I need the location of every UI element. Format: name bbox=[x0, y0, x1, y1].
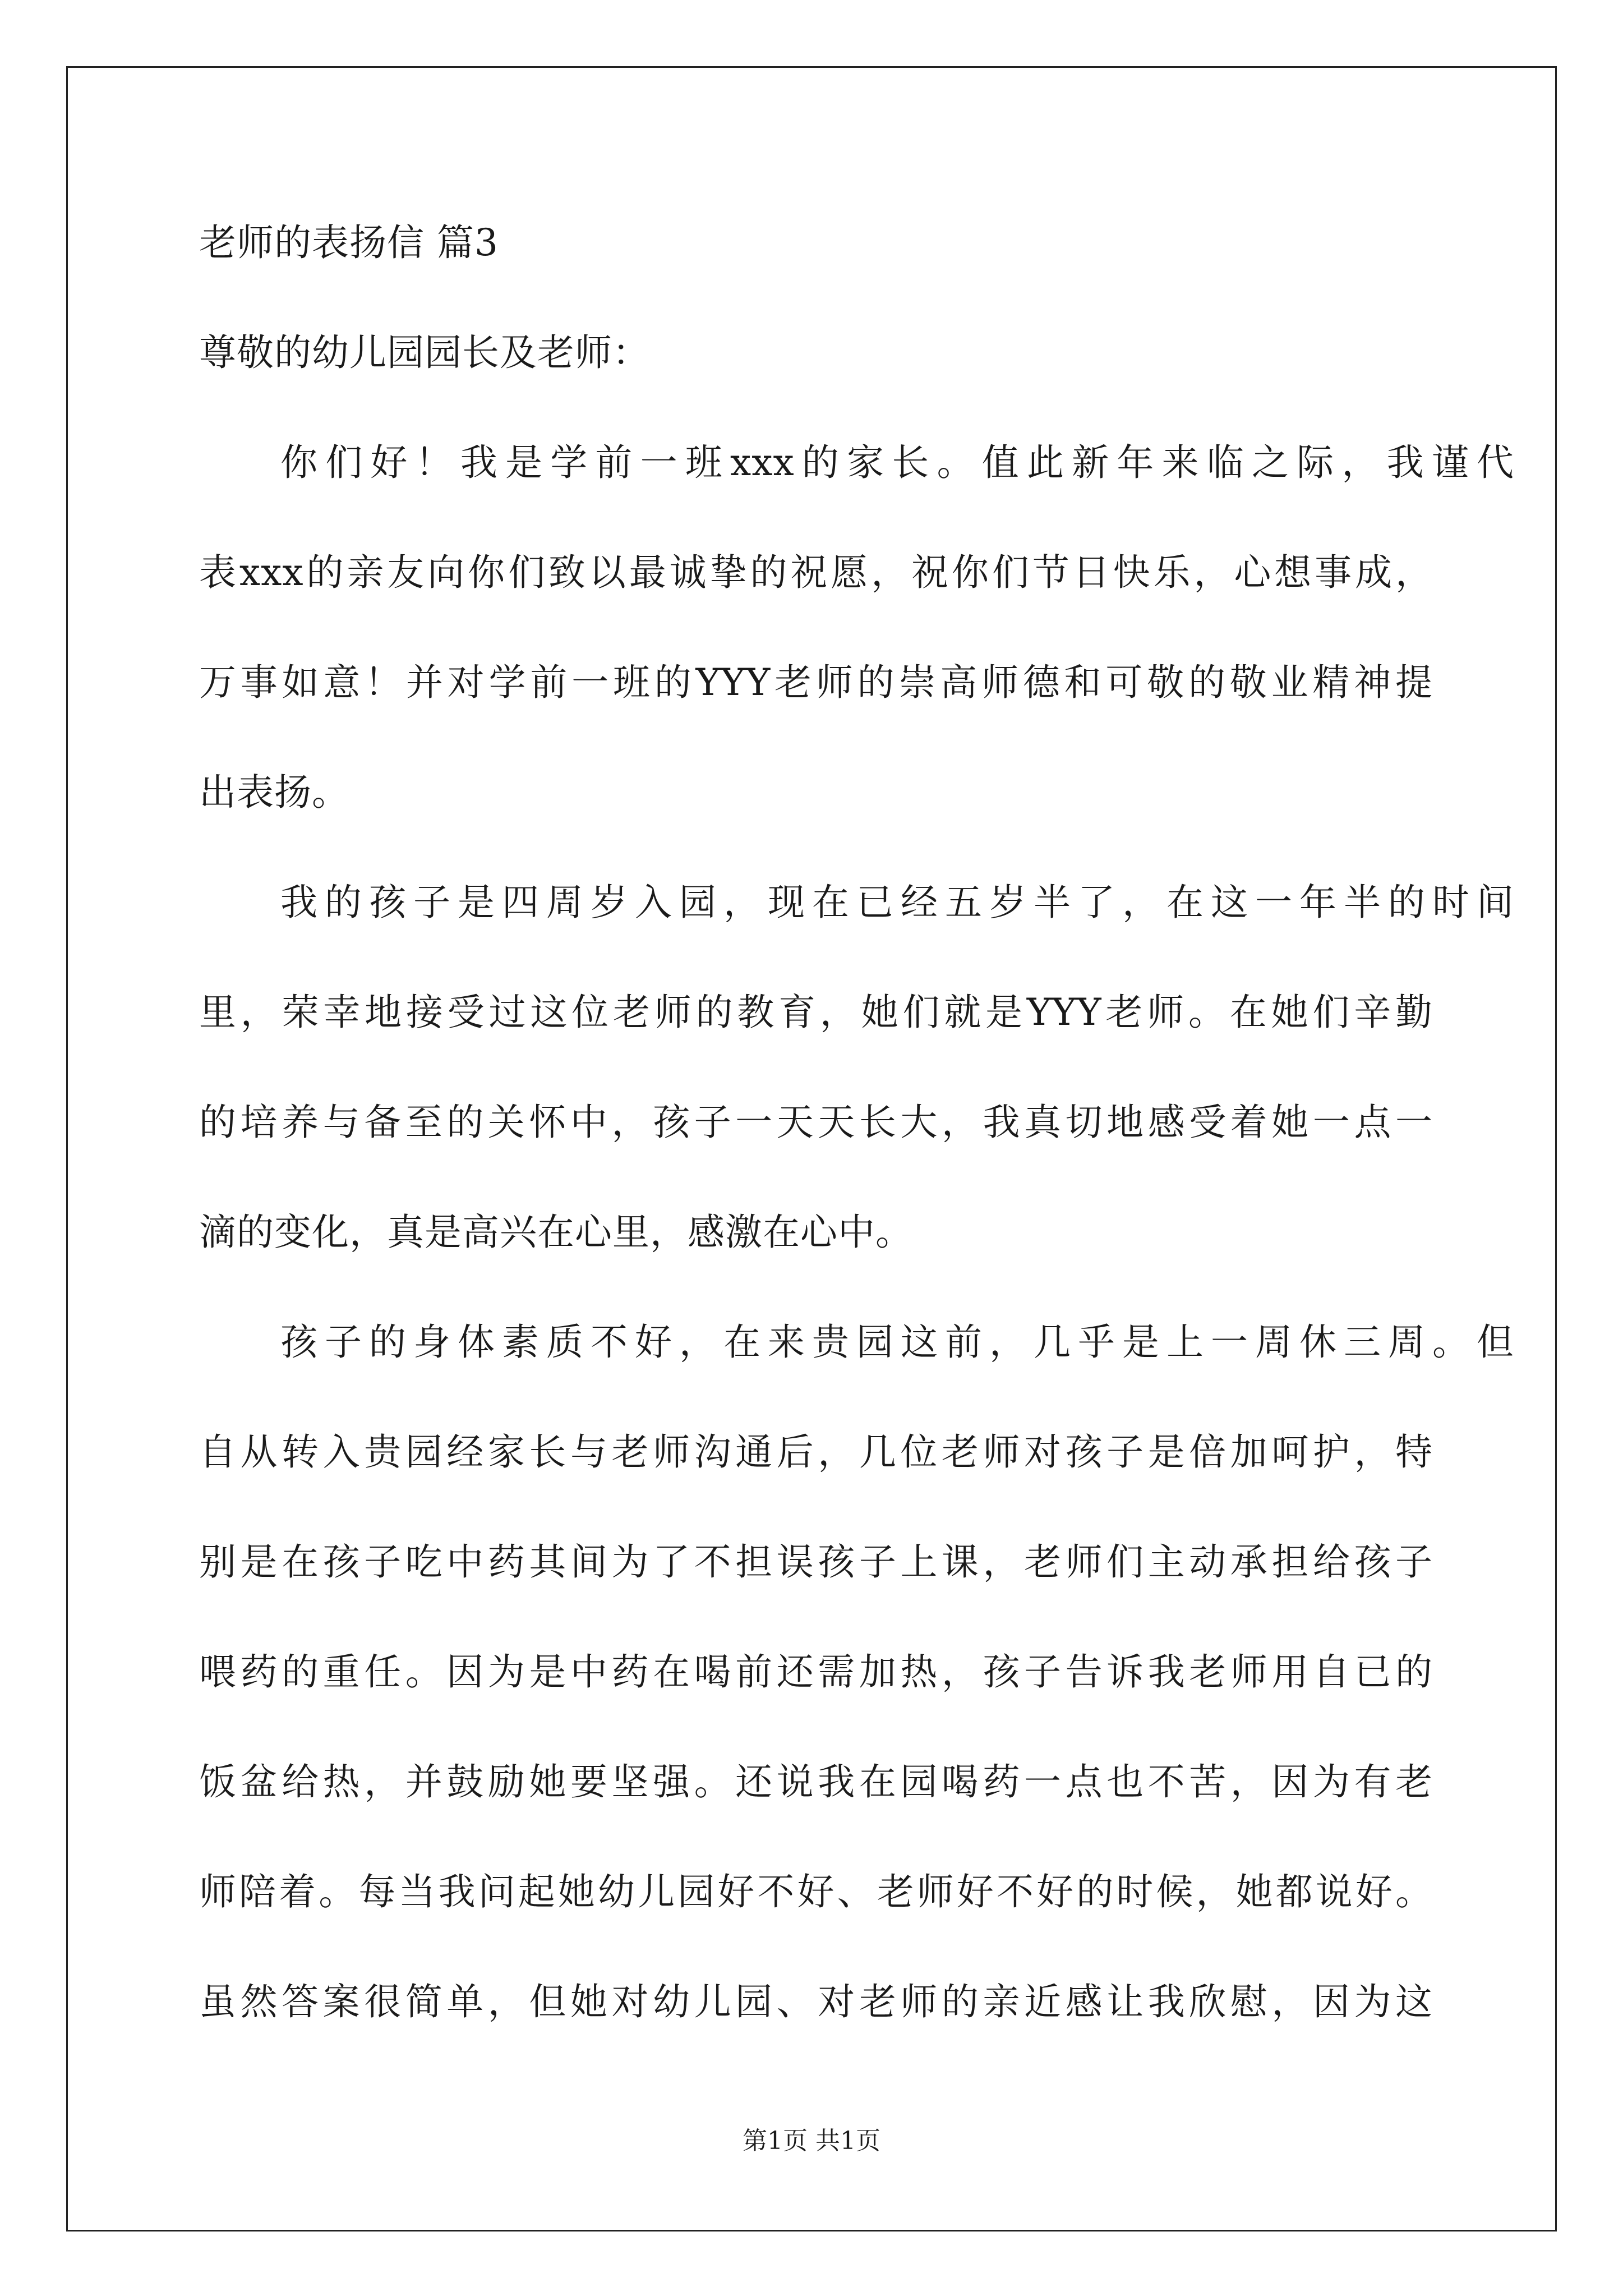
document-heading: 老师的表扬信 篇3 bbox=[199, 221, 499, 264]
document-body bbox=[199, 221, 1514, 2093]
paragraph-line: 滴的变化，真是高兴在心里，感激在心中。 bbox=[199, 1211, 913, 1254]
paragraph-line: 你们好！我是学前一班xxx的家长。值此新年来临之际，我谨代 bbox=[280, 441, 1514, 484]
paragraph-line: 出表扬。 bbox=[199, 771, 349, 814]
paragraph-3 bbox=[199, 1320, 1514, 2023]
paragraph-2 bbox=[199, 881, 1514, 1254]
paragraph-line: 万事如意！并对学前一班的YYY老师的崇高师德和可敬的敬业精神提 bbox=[199, 661, 1433, 704]
page-number-footer: 第1页 共1页 bbox=[743, 2127, 880, 2155]
paragraph-line: 表xxx的亲友向你们致以最诚挚的祝愿，祝你们节日快乐，心想事成， bbox=[199, 551, 1433, 594]
paragraph-line: 孩子的身体素质不好，在来贵园这前，几乎是上一周休三周。但 bbox=[280, 1320, 1514, 1364]
paragraph-1 bbox=[199, 441, 1514, 814]
paragraph-line: 里，荣幸地接受过这位老师的教育，她们就是YYY老师。在她们辛勤 bbox=[199, 991, 1433, 1034]
paragraph-line: 自从转入贵园经家长与老师沟通后，几位老师对孩子是倍加呵护，特 bbox=[199, 1430, 1433, 1474]
paragraph-line: 师陪着。每当我问起她幼儿园好不好、老师好不好的时候，她都说好。 bbox=[199, 1870, 1433, 1913]
paragraph-line: 喂药的重任。因为是中药在喝前还需加热，孩子告诉我老师用自已的 bbox=[199, 1650, 1433, 1694]
paragraph-line: 虽然答案很简单，但她对幼儿园、对老师的亲近感让我欣慰，因为这 bbox=[199, 1980, 1433, 2023]
paragraph-line: 别是在孩子吃中药其间为了不担误孩子上课，老师们主动承担给孩子 bbox=[199, 1540, 1433, 1584]
paragraph-line: 饭盆给热，并鼓励她要坚强。还说我在园喝药一点也不苦，因为有老 bbox=[199, 1760, 1433, 1803]
paragraph-line: 的培养与备至的关怀中，孩子一天天长大，我真切地感受着她一点一 bbox=[199, 1101, 1433, 1144]
paragraph-line: 我的孩子是四周岁入园，现在已经五岁半了，在这一年半的时间 bbox=[280, 881, 1514, 924]
salutation: 尊敬的幼儿园园长及老师： bbox=[199, 331, 650, 374]
